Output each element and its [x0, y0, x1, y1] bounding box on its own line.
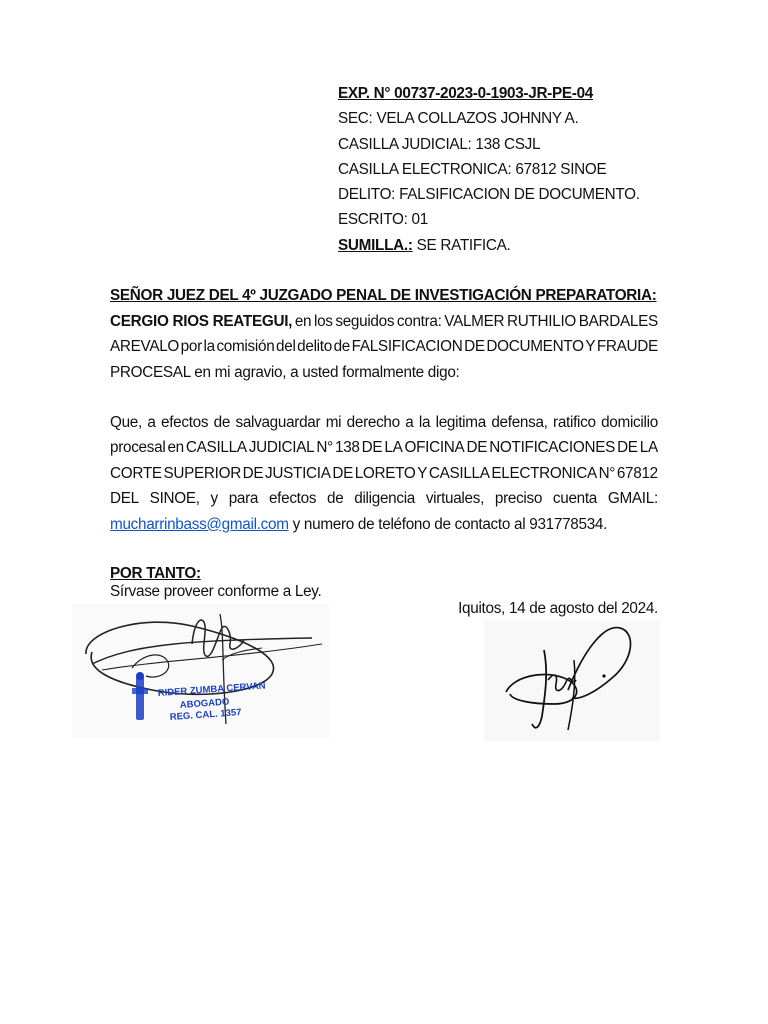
addressee-line: SEÑOR JUEZ DEL 4º JUZGADO PENAL DE INVESTIGACIÓN PREPARATORIA:	[110, 287, 657, 304]
case-number: EXP. N° 00737-2023-0-1903-JR-PE-04	[338, 85, 593, 102]
body-line-1: Que, a efectos de salvaguardar mi derecho a la legitima defensa, ratifico domicilio	[110, 414, 658, 431]
date-line: Iquitos, 14 de agosto del 2024.	[458, 600, 658, 617]
sumilla-label: SUMILLA.:	[338, 236, 413, 254]
body-line-2: procesal en CASILLA JUDICIAL N° 138 DE LA OFICINA DE NOTIFICACIONES DE LA	[110, 439, 658, 457]
body-line-5-rest: y numero de teléfono de contacto al 931778534.	[288, 515, 608, 533]
request-line: Sírvase proveer conforme a Ley.	[110, 583, 322, 600]
stamp-registration: REG. CAL. 1357	[169, 707, 242, 723]
case-header	[338, 84, 668, 261]
sumilla-value: SE RATIFICA.	[412, 236, 511, 254]
secretary-line: SEC: VELA COLLAZOS JOHNNY A.	[338, 110, 579, 128]
escrito-line: ESCRITO: 01	[338, 211, 428, 229]
sumilla-line	[338, 236, 668, 261]
stamp-title: ABOGADO	[179, 696, 230, 711]
stamp-name: RIDER ZUMBA CERVAN	[157, 680, 266, 699]
body-paragraph	[110, 410, 658, 537]
petitioner-signature	[484, 620, 660, 742]
body-line-3: CORTE SUPERIOR DE JUSTICIA DE LORETO Y CASILLA ELECTRONICA N° 67812	[110, 464, 658, 482]
intro-line-3: PROCESAL en mi agravio, a usted formalmente digo:	[110, 363, 460, 381]
intro-paragraph	[110, 309, 658, 385]
intro-line-1: CERGIO RIOS REATEGUI, en los seguidos contra: VALMER RUTHILIO BARDALES	[110, 309, 658, 334]
body-line-5	[110, 512, 658, 537]
casilla-electronica-line: CASILLA ELECTRONICA: 67812 SINOE	[338, 160, 607, 178]
body-line-4: DEL SINOE, y para efectos de diligencia virtuales, preciso cuenta GMAIL:	[110, 490, 658, 508]
delito-line: DELITO: FALSIFICACION DE DOCUMENTO.	[338, 186, 640, 204]
petitioner-signature-icon	[484, 620, 660, 742]
email-link[interactable]: mucharrinbass@gmail.com	[110, 515, 289, 533]
lawyer-signature-icon	[72, 604, 330, 738]
por-tanto-heading: POR TANTO:	[110, 565, 201, 582]
lawyer-signature-stamp	[72, 604, 330, 738]
casilla-judicial-line: CASILLA JUDICIAL: 138 CSJL	[338, 135, 541, 153]
intro-line-2: AREVALO por la comisión del delito de FALSIFICACION DE DOCUMENTO Y FRAUDE	[110, 338, 658, 356]
petitioner-name: CERGIO RIOS REATEGUI,	[110, 313, 293, 330]
